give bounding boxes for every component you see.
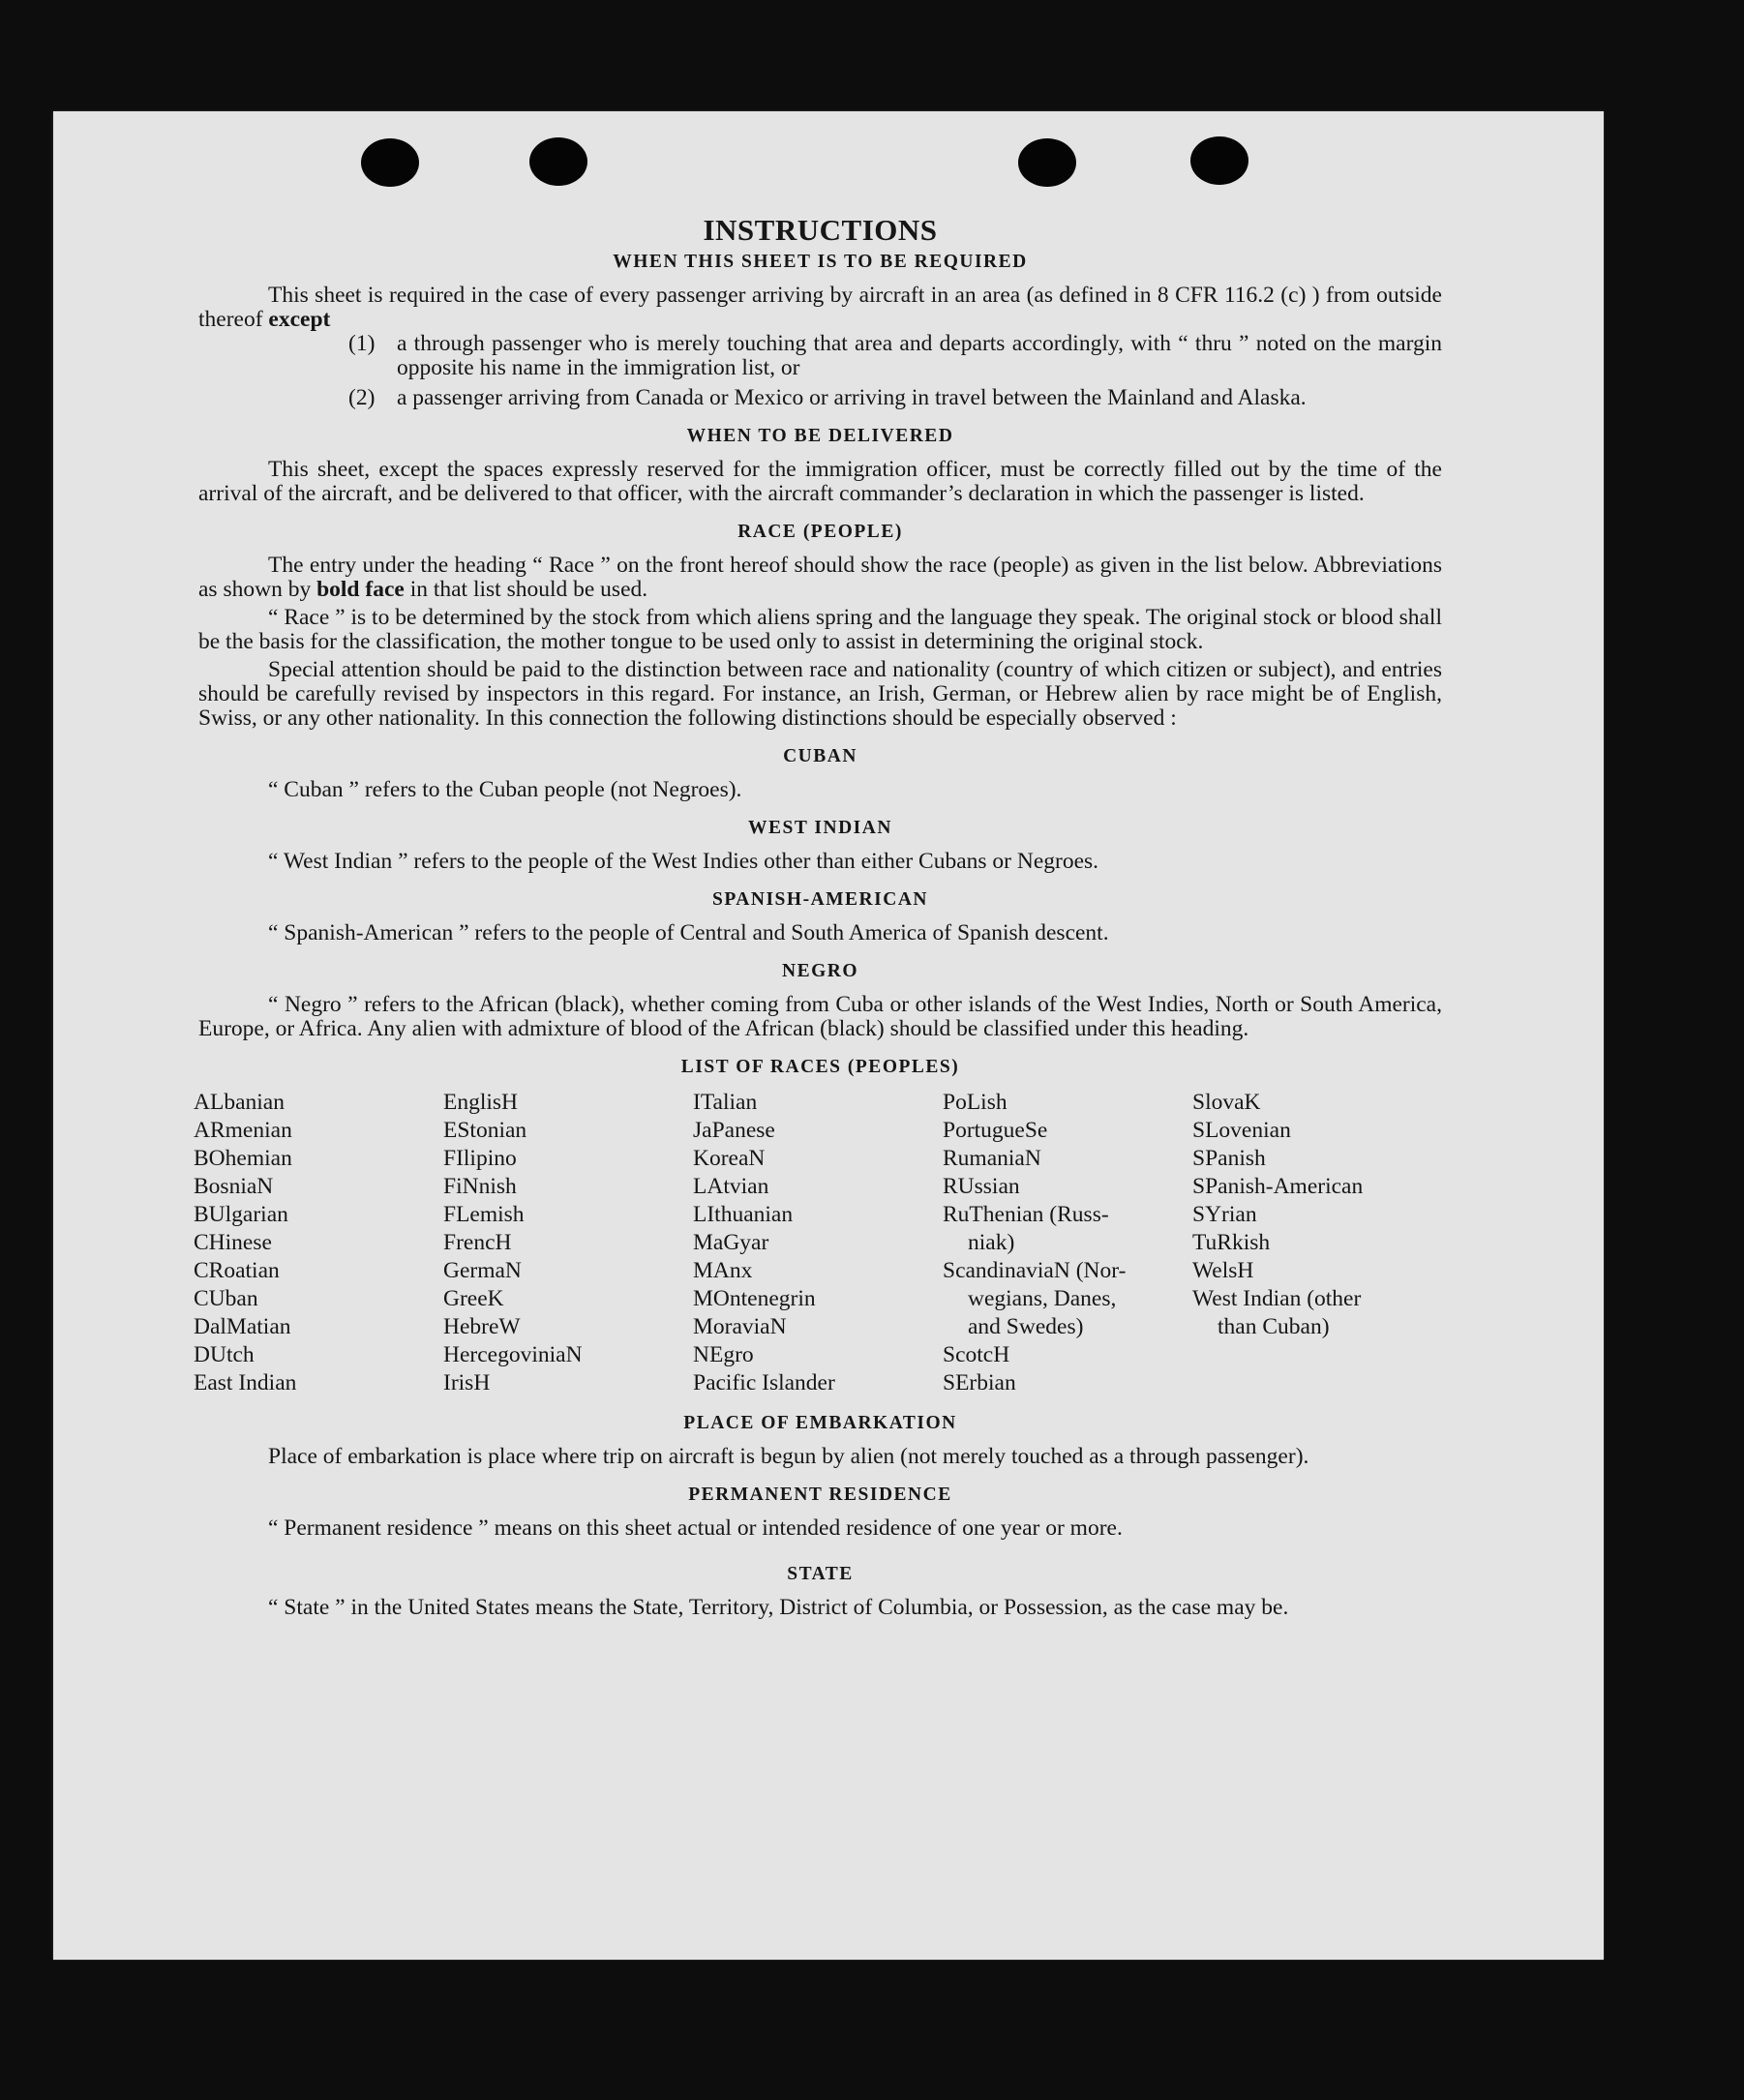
race-item: ARmenian [194,1118,292,1143]
races-column [443,1089,693,1397]
exception-item: (2) a passenger arriving from Canada or Mexico or arriving in travel between the Mainland and Alaska. [348,385,1307,410]
section-heading-negro: NEGRO [781,961,858,981]
races-column [194,1089,443,1397]
race-item: FIlipino [443,1146,517,1171]
race-item: DUtch [194,1342,255,1367]
cuban-paragraph: “ Cuban ” refers to the Cuban people (not Negroes). [268,777,742,802]
race-item: NEgro [693,1342,754,1367]
race-item: SLovenian [1192,1118,1291,1143]
residence-paragraph: “ Permanent residence ” means on this sheet actual or intended residence of one year or more. [268,1515,1123,1541]
race-item-continued: wegians, Danes, [968,1286,1117,1311]
west-indian-paragraph: “ West Indian ” refers to the people of the West Indies other than either Cubans or Negroes. [268,849,1099,874]
required-paragraph: This sheet is required in the case of every passenger arriving by aircraft in an area (as defined in 8 CFR 116.2 (c) ) from outside thereof except [198,283,1442,332]
spanish-american-paragraph: “ Spanish-American ” refers to the people of Central and South America of Spanish descent. [268,920,1109,945]
exception-item: (1) a through passenger who is merely touching that area and departs accordingly, with “ thru ” noted on the margin opposite his name in the immigration list, or [348,331,1442,380]
section-heading-required: WHEN THIS SHEET IS TO BE REQUIRED [613,252,1028,272]
race-item: SErbian [943,1370,1016,1395]
race-item-continued: niak) [968,1230,1015,1255]
race-item: CRoatian [194,1258,280,1283]
punch-hole [1018,138,1076,187]
punch-hole [1190,136,1248,185]
punch-hole [361,138,419,187]
race-item: KoreaN [693,1146,766,1171]
race-item: Pacific Islander [693,1370,835,1395]
section-heading-embarkation: PLACE OF EMBARKATION [683,1413,957,1433]
race-item: East Indian [194,1370,297,1395]
race-item: GermaN [443,1258,522,1283]
race-item: CUban [194,1286,258,1311]
race-item: LIthuanian [693,1202,794,1227]
race-item: MOntenegrin [693,1286,816,1311]
section-heading-spanish-american: SPANISH-AMERICAN [712,889,928,910]
embarkation-paragraph: Place of embarkation is place where trip on aircraft is begun by alien (not merely touched as a through passenger). [268,1444,1309,1469]
race-item: MaGyar [693,1230,769,1255]
punch-hole [529,137,587,186]
races-column [943,1089,1192,1397]
race-item: RUssian [943,1174,1020,1199]
race-item: LAtvian [693,1174,769,1199]
race-item: HebreW [443,1314,521,1339]
races-column [1192,1089,1442,1397]
race-item-continued: than Cuban) [1218,1314,1330,1339]
race-item: BOhemian [194,1146,292,1171]
race-item: FLemish [443,1202,525,1227]
race-item: PortugueSe [943,1118,1048,1143]
race-item: MAnx [693,1258,753,1283]
race-item: RumaniaN [943,1146,1041,1171]
race-item: WelsH [1192,1258,1254,1283]
races-column [693,1089,943,1397]
race-item: RuThenian (Russ- [943,1202,1109,1227]
race-item: JaPanese [693,1118,775,1143]
race-item: ScotcH [943,1342,1010,1367]
race-item: FiNnish [443,1174,517,1199]
race-item: ITalian [693,1090,758,1115]
section-heading-list-of-races: LIST OF RACES (PEOPLES) [680,1057,960,1077]
race-item: BUlgarian [194,1202,288,1227]
race-item: BosniaN [194,1174,274,1199]
race-item: West Indian (other [1192,1286,1362,1311]
race-item: CHinese [194,1230,272,1255]
race-paragraph: “ Race ” is to be determined by the stock from which aliens spring and the language they speak. The original stock or blood shall be the basis for the classification, the mother tongue to be used only to assist in determining the original stock. [198,605,1442,654]
document-sheet [53,111,1604,1960]
race-item-continued: and Swedes) [968,1314,1084,1339]
race-item: ScandinaviaN (Nor- [943,1258,1127,1283]
race-item: SlovaK [1192,1090,1261,1115]
section-heading-cuban: CUBAN [783,746,857,766]
section-heading-west-indian: WEST INDIAN [748,818,892,838]
instructions-content [194,213,1442,1620]
races-list [194,1089,1442,1397]
section-heading-delivered: WHEN TO BE DELIVERED [686,426,954,446]
race-paragraph: Special attention should be paid to the distinction between race and nationality (country of which citizen or subject), and entries should be carefully revised by inspectors in this regard. For instance, an Irish, German, or Hebrew alien by race might be of English, Swiss, or any other nationality. In this connection the following distinctions should be especially observed : [198,657,1442,731]
negro-paragraph: “ Negro ” refers to the African (black), whether coming from Cuba or other islands of the West Indies, North or South America, Europe, or Africa. Any alien with admixture of blood of the African (black) should be classified under this heading. [198,992,1442,1041]
race-item: GreeK [443,1286,504,1311]
race-paragraph: The entry under the heading “ Race ” on the front hereof should show the race (people) as given in the list below. Abbreviations as shown by bold face in that list should be used. [198,553,1442,602]
section-heading-state: STATE [787,1564,854,1584]
race-item: EStonian [443,1118,527,1143]
race-item: IrisH [443,1370,491,1395]
section-heading-race: RACE (PEOPLE) [737,522,903,542]
race-item: SYrian [1192,1202,1257,1227]
race-item: HercegoviniaN [443,1342,583,1367]
state-paragraph: “ State ” in the United States means the State, Territory, District of Columbia, or Possession, as the case may be. [268,1595,1289,1620]
race-item: SPanish-American [1192,1174,1364,1199]
race-item: PoLish [943,1090,1007,1115]
delivered-paragraph: This sheet, except the spaces expressly reserved for the immigration officer, must be correctly filled out by the time of the arrival of the aircraft, and be delivered to that officer, with the aircraft commander’s declaration in which the passenger is listed. [198,457,1442,506]
race-item: ALbanian [194,1090,285,1115]
race-item: DalMatian [194,1314,291,1339]
race-item: TuRkish [1192,1230,1271,1255]
race-item: FrencH [443,1230,512,1255]
section-heading-residence: PERMANENT RESIDENCE [688,1485,952,1505]
race-item: EnglisH [443,1090,519,1115]
race-item: MoraviaN [693,1314,787,1339]
race-item: SPanish [1192,1146,1266,1171]
page-title: INSTRUCTIONS [703,213,938,247]
